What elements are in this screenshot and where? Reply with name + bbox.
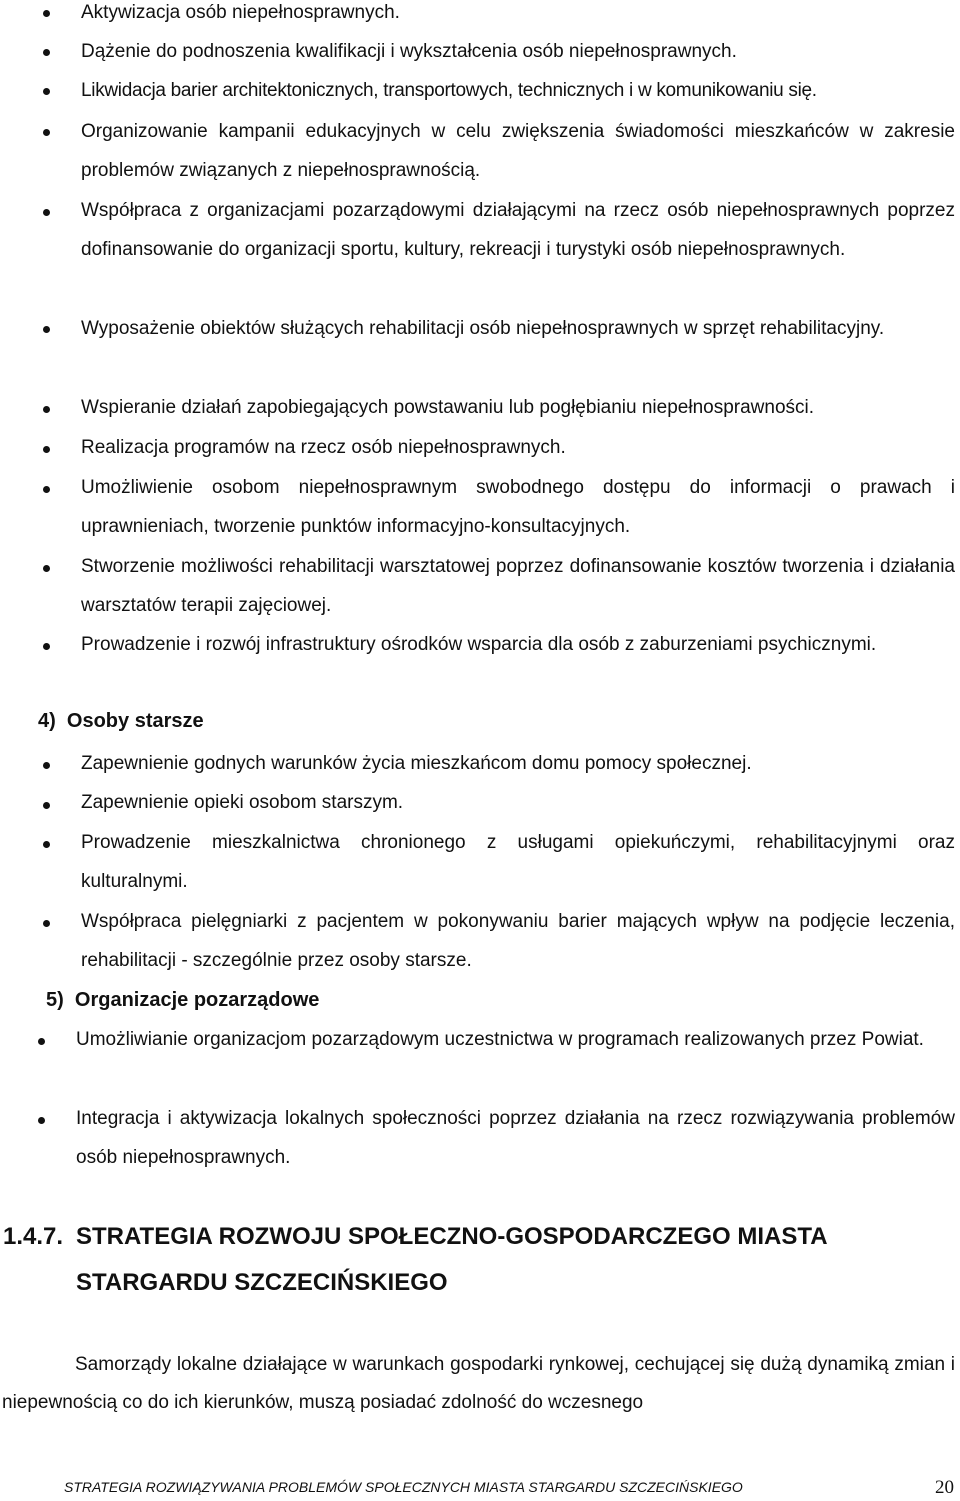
bullet-icon (43, 841, 50, 848)
bullet-icon (43, 49, 50, 56)
list-item: Prowadzenie mieszkalnictwa chronionego z usługami opiekuńczymi, rehabilitacyjnymi oraz kulturalnymi. (81, 832, 955, 892)
section-title: STRATEGIA ROZWOJU SPOŁECZNO-GOSPODARCZEGO MIASTA STARGARDU SZCZECIŃSKIEGO (76, 1223, 827, 1296)
bullet-icon (43, 643, 50, 650)
bullet-icon (43, 209, 50, 216)
list-item: Dążenie do podnoszenia kwalifikacji i wykształcenia osób niepełnosprawnych. (81, 41, 737, 62)
list-item: Organizowanie kampanii edukacyjnych w celu zwiększenia świadomości mieszkańców w zakresie problemów związanych z niepełnosprawnością. (81, 121, 955, 181)
section-number: 1.4.7. (3, 1223, 64, 1250)
body-paragraph: Samorządy lokalne działające w warunkach gospodarki rynkowej, cechującej się dużą dynamiką zmian i niepewnością co do ich kierunków, muszą posiadać zdolność do wczesnego (2, 1354, 955, 1413)
list-item: Wyposażenie obiektów służących rehabilitacji osób niepełnosprawnych w sprzęt rehabilitacyjny. (81, 318, 885, 339)
list-item: Integracja i aktywizacja lokalnych społeczności poprzez działania na rzecz rozwiązywania problemów osób niepełnosprawnych. (76, 1108, 955, 1168)
list-item: Stworzenie możliwości rehabilitacji warsztatowej poprzez dofinansowanie kosztów tworzenia i działania warsztatów terapii zajęciowej. (81, 556, 955, 616)
bullet-icon (43, 565, 50, 572)
bullet-icon (43, 129, 50, 136)
subsection-heading: 4) Osoby starsze (38, 710, 204, 732)
bullet-icon (43, 802, 50, 809)
list-item: Prowadzenie i rozwój infrastruktury ośrodków wsparcia dla osób z zaburzeniami psychicznymi. (81, 634, 877, 655)
bullet-icon (43, 486, 50, 493)
page-footer: STRATEGIA ROZWIĄZYWANIA PROBLEMÓW SPOŁECZNYCH MIASTA STARGARDU SZCZECIŃSKIEGO (64, 1479, 743, 1495)
bullet-icon (43, 446, 50, 453)
bullet-icon (43, 326, 50, 333)
page-number: 20 (935, 1477, 954, 1498)
list-item: Współpraca z organizacjami pozarządowymi działającymi na rzecz osób niepełnosprawnych poprzez dofinansowanie do organizacji sportu, kultury, rekreacji i turystyki osób niepełnosprawnych. (81, 200, 955, 260)
bullet-icon (38, 1117, 45, 1124)
bullet-icon (43, 920, 50, 927)
bullet-icon (43, 762, 50, 769)
list-item: Współpraca pielęgniarki z pacjentem w pokonywaniu barier mających wpływ na podjęcie leczenia, rehabilitacji - szczególnie przez osoby starsze. (81, 911, 955, 971)
list-item: Wspieranie działań zapobiegających powstawaniu lub pogłębianiu niepełnosprawności. (81, 397, 815, 418)
bullet-icon (43, 406, 50, 413)
bullet-icon (43, 10, 50, 17)
list-item: Zapewnienie godnych warunków życia mieszkańcom domu pomocy społecznej. (81, 753, 752, 774)
bullet-icon (43, 88, 50, 95)
list-item: Aktywizacja osób niepełnosprawnych. (81, 2, 400, 23)
list-item: Realizacja programów na rzecz osób niepełnosprawnych. (81, 437, 566, 458)
list-item: Umożliwienie osobom niepełnosprawnym swobodnego dostępu do informacji o prawach i uprawnieniach, tworzenie punktów informacyjno-konsultacyjnych. (81, 477, 955, 537)
list-item: Zapewnienie opieki osobom starszym. (81, 792, 404, 813)
list-item: Umożliwianie organizacjom pozarządowym uczestnictwa w programach realizowanych przez Powiat. (76, 1029, 924, 1050)
list-item: Likwidacja barier architektonicznych, transportowych, technicznych i w komunikowaniu się. (81, 80, 817, 101)
bullet-icon (38, 1038, 45, 1045)
subsection-heading: 5) Organizacje pozarządowe (46, 989, 320, 1011)
